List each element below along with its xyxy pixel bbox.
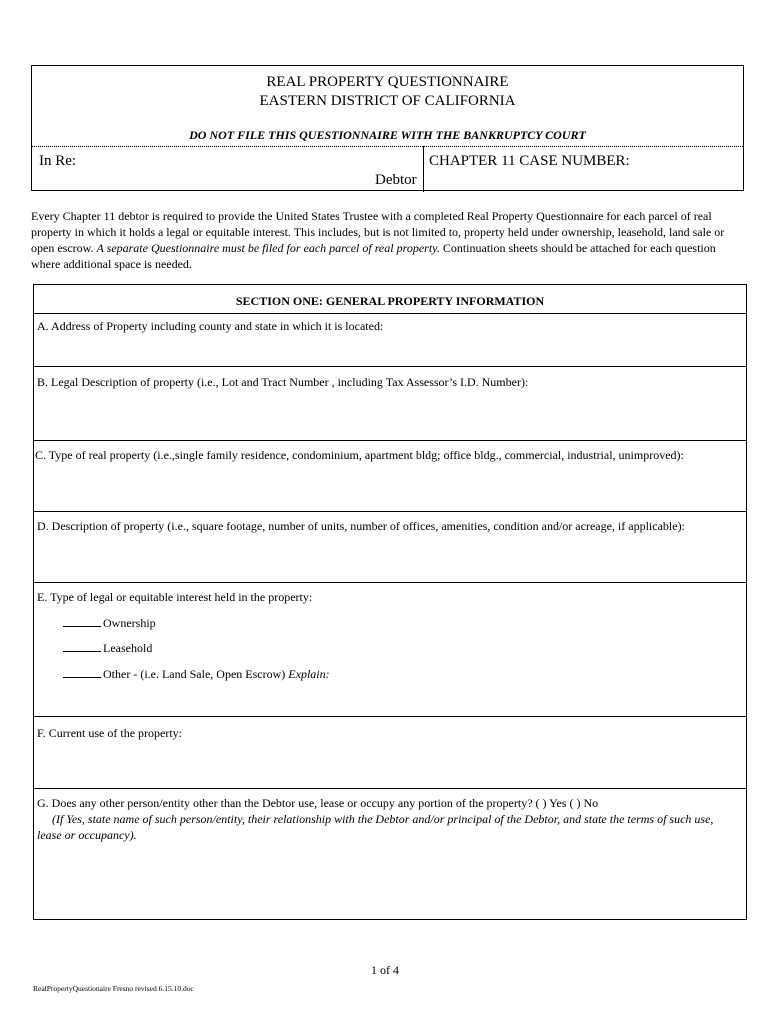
- option-leasehold[interactable]: [63, 639, 152, 656]
- ownership-label: Ownership: [103, 616, 156, 630]
- question-g-note: (If Yes, state name of such person/entity, their relationship with the Debtor and/or principal of the Debtor, and state the terms of such use, lease or occupancy).: [37, 812, 714, 842]
- question-g: G. Does any other person/entity other than the Debtor use, lease or occupy any portion of the property? ( ) Yes ( ) No: [37, 796, 599, 810]
- question-e: E. Type of legal or equitable interest held in the property:: [37, 590, 313, 604]
- question-c-row[interactable]: [34, 441, 746, 512]
- leasehold-label: Leasehold: [103, 641, 153, 655]
- debtor-label: Debtor: [375, 172, 417, 188]
- filing-warning: DO NOT FILE THIS QUESTIONNAIRE WITH THE BANKRUPTCY COURT: [189, 128, 586, 142]
- in-re-label: In Re:: [39, 153, 77, 169]
- case-number-label: CHAPTER 11 CASE NUMBER:: [429, 153, 630, 169]
- footer-file-name: RealPropertyQuestionaire Fresno revised 6.15.10.doc: [33, 984, 194, 993]
- other-explain-label: Explain:: [288, 667, 330, 681]
- question-a-row[interactable]: [34, 314, 746, 367]
- header-divider: [32, 146, 743, 147]
- question-b-row[interactable]: [34, 367, 746, 441]
- other-label: Other - (i.e. Land Sale, Open Escrow): [103, 667, 289, 681]
- question-b: B. Legal Description of property (i.e., Lot and Tract Number , including Tax Assessor’s I.D. Number):: [37, 375, 529, 389]
- header-column-divider: [423, 146, 424, 192]
- option-other[interactable]: [63, 665, 330, 682]
- question-e-row: [34, 583, 746, 717]
- question-d-row[interactable]: [34, 512, 746, 583]
- page-number: 1 of 4: [371, 963, 399, 977]
- question-g-row[interactable]: [34, 789, 746, 919]
- intro-paragraph: [31, 208, 743, 272]
- question-c: C. Type of real property (i.e.,single family residence, condominium, apartment bldg; office bldg., commercial, industrial, unimproved):: [35, 448, 684, 462]
- question-d: D. Description of property (i.e., square footage, number of units, number of offices, amenities, condition and/or acreage, if applicable):: [37, 519, 685, 533]
- option-ownership[interactable]: [63, 614, 156, 631]
- intro-text-end: Continuation sheets should be attached for each question where additional space is needed.: [31, 241, 716, 271]
- question-f: F. Current use of the property:: [37, 726, 183, 740]
- section-title-row: [34, 285, 746, 314]
- section-one-box: [33, 284, 747, 920]
- ownership-blank[interactable]: [63, 614, 101, 627]
- question-a: A. Address of Property including county and state in which it is located:: [37, 319, 384, 333]
- intro-text: Every Chapter 11 debtor is required to provide the United States Trustee with a completed Real Property Questionnaire for each parcel of real property in which it holds a legal or equitable interest. This includes, but is not limited to, property held under ownership, leasehold, land sale or open escrow.: [31, 209, 725, 255]
- question-f-row[interactable]: [34, 717, 746, 789]
- case-header-box: [31, 65, 744, 191]
- other-blank[interactable]: [63, 665, 101, 678]
- form-title: REAL PROPERTY QUESTIONNAIRE: [266, 74, 509, 90]
- intro-italic-text: A separate Questionnaire must be filed for each parcel of real property.: [96, 241, 440, 255]
- district-title: EASTERN DISTRICT OF CALIFORNIA: [259, 93, 516, 109]
- section-title: SECTION ONE: GENERAL PROPERTY INFORMATION: [235, 294, 545, 308]
- leasehold-blank[interactable]: [63, 639, 101, 652]
